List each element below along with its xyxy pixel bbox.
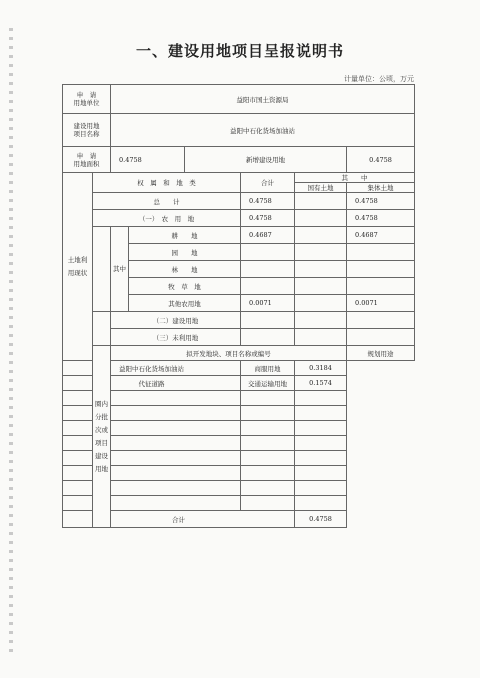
unused-value bbox=[241, 329, 295, 346]
empty-row bbox=[63, 391, 415, 406]
other-agri-label: 其他农用地 bbox=[129, 295, 241, 312]
breakdown-side-label: 圈内分批次或项目建设用地 bbox=[93, 346, 111, 528]
garden-state bbox=[295, 244, 347, 261]
empty-row bbox=[63, 421, 415, 436]
col-among-header: 其 中 bbox=[295, 173, 415, 183]
construction-collective bbox=[347, 312, 415, 329]
project-label: 建设用地 项目名称 bbox=[63, 114, 111, 147]
pasture-state bbox=[295, 278, 347, 295]
agri-collective: 0.4758 bbox=[347, 210, 415, 227]
forest-value bbox=[241, 261, 295, 278]
area-value: 0.4758 bbox=[111, 147, 185, 173]
construction-label: （二）建设用地 bbox=[111, 312, 241, 329]
col-name-header: 拟开发地块、项目名称或编号 bbox=[111, 346, 347, 361]
binding-holes bbox=[9, 28, 13, 658]
pasture-value bbox=[241, 278, 295, 295]
unused-state bbox=[295, 329, 347, 346]
construction-state bbox=[295, 312, 347, 329]
col-type-header: 权 属 和 地 类 bbox=[93, 173, 241, 193]
empty-row bbox=[63, 451, 415, 466]
new-construction-value: 0.4758 bbox=[347, 147, 415, 173]
breakdown-total-row bbox=[63, 511, 415, 528]
among-spacer bbox=[93, 227, 111, 312]
total-row bbox=[63, 193, 415, 210]
status-header-row bbox=[63, 173, 415, 183]
area-label: 申 请 用地面积 bbox=[63, 147, 111, 173]
breakdown-use: 交通运输用地 bbox=[241, 376, 295, 391]
project-row bbox=[63, 114, 415, 147]
unit-note: 计量单位：公顷，万元 bbox=[344, 75, 414, 83]
applicant-row bbox=[63, 85, 415, 114]
agri-label: （一） 农 用 地 bbox=[93, 210, 241, 227]
among-label: 其中 bbox=[111, 227, 129, 312]
empty-row bbox=[63, 466, 415, 481]
forest-label: 林 地 bbox=[129, 261, 241, 278]
breakdown-row bbox=[63, 361, 415, 376]
garden-value bbox=[241, 244, 295, 261]
agri-state bbox=[295, 210, 347, 227]
land-status-side-label: 土地利用现状 bbox=[63, 173, 93, 361]
col-state-header: 国有土地 bbox=[295, 183, 347, 193]
pasture-label: 牧 草 地 bbox=[129, 278, 241, 295]
breakdown-area: 0.1574 bbox=[295, 376, 347, 391]
empty-row bbox=[63, 436, 415, 451]
farmland-state bbox=[295, 227, 347, 244]
forest-state bbox=[295, 261, 347, 278]
total-label: 总 计 bbox=[93, 193, 241, 210]
breakdown-name: 益阳中石化货场加油站 bbox=[63, 361, 241, 376]
farmland-collective: 0.4687 bbox=[347, 227, 415, 244]
construction-row bbox=[63, 312, 415, 329]
farmland-label: 耕 地 bbox=[129, 227, 241, 244]
empty-row bbox=[63, 481, 415, 496]
breakdown-total-value: 0.4758 bbox=[295, 511, 347, 528]
applicant-value: 益阳市国土资源局 bbox=[111, 85, 415, 114]
unused-collective bbox=[347, 329, 415, 346]
garden-collective bbox=[347, 244, 415, 261]
col-use-header: 规划用途 bbox=[347, 346, 415, 361]
farmland-row bbox=[63, 227, 415, 244]
agri-row bbox=[63, 210, 415, 227]
new-construction-label: 新增建设用地 bbox=[185, 147, 347, 173]
page-title: 一、建设用地项目呈报说明书 bbox=[135, 42, 344, 60]
agri-value: 0.4758 bbox=[241, 210, 295, 227]
forest-collective bbox=[347, 261, 415, 278]
garden-label: 园 地 bbox=[129, 244, 241, 261]
total-state bbox=[295, 193, 347, 210]
empty-row bbox=[63, 406, 415, 421]
col-total-header: 合计 bbox=[241, 173, 295, 193]
other-agri-collective: 0.0071 bbox=[347, 295, 415, 312]
breakdown-name: 代征道路 bbox=[63, 376, 241, 391]
empty-row bbox=[63, 496, 415, 511]
unused-row bbox=[63, 329, 415, 346]
other-agri-value: 0.0071 bbox=[241, 295, 295, 312]
unused-label: （三）未利用地 bbox=[111, 329, 241, 346]
status-spacer bbox=[93, 312, 111, 346]
construction-value bbox=[241, 312, 295, 329]
farmland-value: 0.4687 bbox=[241, 227, 295, 244]
breakdown-area: 0.3184 bbox=[295, 361, 347, 376]
breakdown-total-label: 合计 bbox=[63, 511, 295, 528]
application-table bbox=[62, 84, 415, 528]
other-agri-state bbox=[295, 295, 347, 312]
col-collective-header: 集体土地 bbox=[347, 183, 415, 193]
breakdown-row bbox=[63, 376, 415, 391]
breakdown-use: 商服用地 bbox=[241, 361, 295, 376]
applicant-label: 申 请 用地单位 bbox=[63, 85, 111, 114]
project-value: 益阳中石化货场加油站 bbox=[111, 114, 415, 147]
area-row bbox=[63, 147, 415, 173]
breakdown-header-row bbox=[63, 346, 415, 361]
pasture-collective bbox=[347, 278, 415, 295]
total-collective: 0.4758 bbox=[347, 193, 415, 210]
total-value: 0.4758 bbox=[241, 193, 295, 210]
